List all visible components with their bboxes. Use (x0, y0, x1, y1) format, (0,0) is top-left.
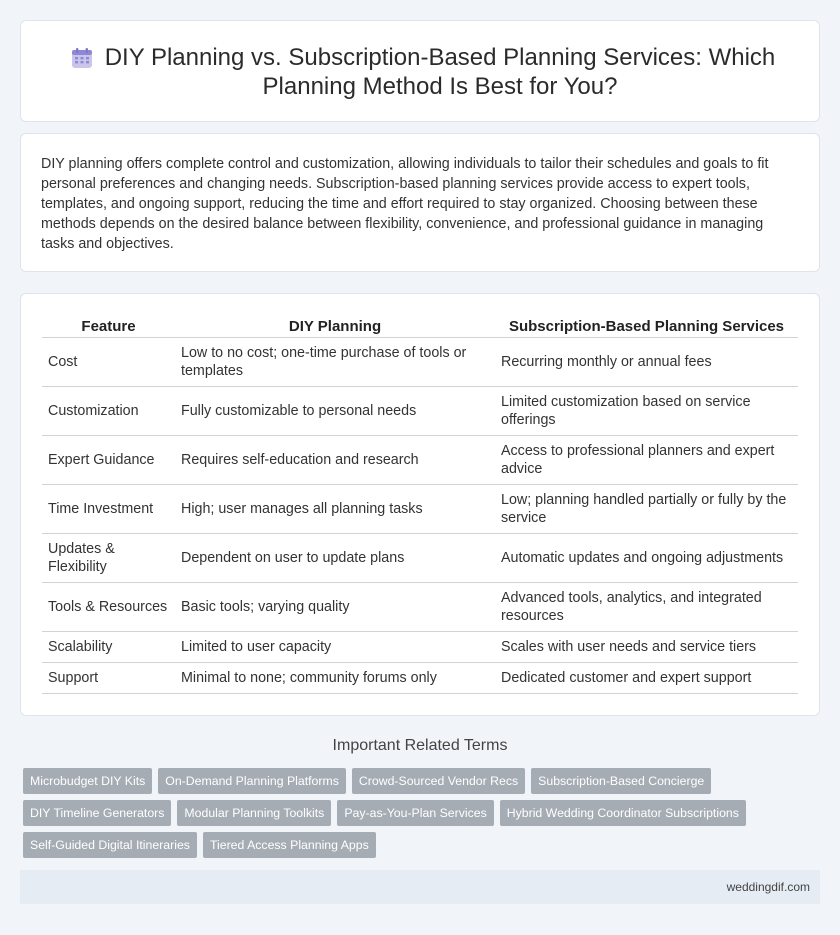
cell-feature: Tools & Resources (42, 583, 175, 632)
header-diy: DIY Planning (175, 316, 495, 338)
tag-subscription-based-concierge[interactable]: Subscription-Based Concierge (531, 768, 711, 794)
table-row (42, 338, 798, 387)
comparison-table (42, 316, 798, 694)
cell-diy: Fully customizable to personal needs (175, 387, 495, 436)
tag-diy-timeline-generators[interactable]: DIY Timeline Generators (23, 800, 171, 826)
cell-subscription: Access to professional planners and expert advice (495, 436, 798, 485)
header-subscription: Subscription-Based Planning Services (495, 316, 798, 338)
cell-subscription: Low; planning handled partially or fully by the service (495, 485, 798, 534)
cell-feature: Support (42, 663, 175, 694)
table-row (42, 436, 798, 485)
cell-feature: Expert Guidance (42, 436, 175, 485)
table-row (42, 583, 798, 632)
cell-subscription: Dedicated customer and expert support (495, 663, 798, 694)
tag-hybrid-wedding-coordinator-subscriptions[interactable]: Hybrid Wedding Coordinator Subscriptions (500, 800, 746, 826)
tag-crowd-sourced-vendor-recs[interactable]: Crowd-Sourced Vendor Recs (352, 768, 525, 794)
table-row (42, 485, 798, 534)
title-card (20, 20, 820, 122)
tag-self-guided-digital-itineraries[interactable]: Self-Guided Digital Itineraries (23, 832, 197, 858)
intro-paragraph: DIY planning offers complete control and customization, allowing individuals to tailor their schedules and goals to fit personal preferences and changing needs. Subscription-based planning services provide access to expert tools, templates, and ongoing support, reducing the time and effort required to stay organized. Choosing between these methods depends on the desired balance between flexibility, convenience, and professional guidance in managing tasks and objectives. (41, 156, 769, 252)
cell-subscription: Scales with user needs and service tiers (495, 632, 798, 663)
tag-modular-planning-toolkits[interactable]: Modular Planning Toolkits (177, 800, 331, 826)
table-row (42, 632, 798, 663)
table-row (42, 534, 798, 583)
cell-diy: Requires self-education and research (175, 436, 495, 485)
cell-subscription: Advanced tools, analytics, and integrated resources (495, 583, 798, 632)
footer (20, 870, 820, 904)
page-title: DIY Planning vs. Subscription-Based Planning Services: Which Planning Method Is Best for You? (104, 44, 776, 100)
table-row (42, 387, 798, 436)
table-header-row (42, 316, 798, 338)
tag-tiered-access-planning-apps[interactable]: Tiered Access Planning Apps (203, 832, 376, 858)
footer-site[interactable]: weddingdif.com (726, 880, 810, 894)
cell-subscription: Recurring monthly or annual fees (495, 338, 798, 387)
tag-on-demand-planning-platforms[interactable]: On-Demand Planning Platforms (158, 768, 346, 794)
cell-feature: Customization (42, 387, 175, 436)
tag-microbudget-diy-kits[interactable]: Microbudget DIY Kits (23, 768, 152, 794)
intro-card (20, 133, 820, 272)
cell-feature: Time Investment (42, 485, 175, 534)
cell-diy: Dependent on user to update plans (175, 534, 495, 583)
cell-feature: Scalability (42, 632, 175, 663)
cell-feature: Cost (42, 338, 175, 387)
cell-diy: High; user manages all planning tasks (175, 485, 495, 534)
cell-subscription: Limited customization based on service offerings (495, 387, 798, 436)
cell-feature: Updates & Flexibility (42, 534, 175, 583)
cell-subscription: Automatic updates and ongoing adjustments (495, 534, 798, 583)
related-terms-heading: Important Related Terms (332, 737, 508, 754)
comparison-card (20, 293, 820, 716)
cell-diy: Limited to user capacity (175, 632, 495, 663)
cell-diy: Low to no cost; one-time purchase of tools or templates (175, 338, 495, 387)
tag-pay-as-you-plan-services[interactable]: Pay-as-You-Plan Services (337, 800, 493, 826)
header-feature: Feature (42, 316, 175, 338)
table-row (42, 663, 798, 694)
cell-diy: Basic tools; varying quality (175, 583, 495, 632)
related-terms-list (23, 768, 823, 864)
cell-diy: Minimal to none; community forums only (175, 663, 495, 694)
